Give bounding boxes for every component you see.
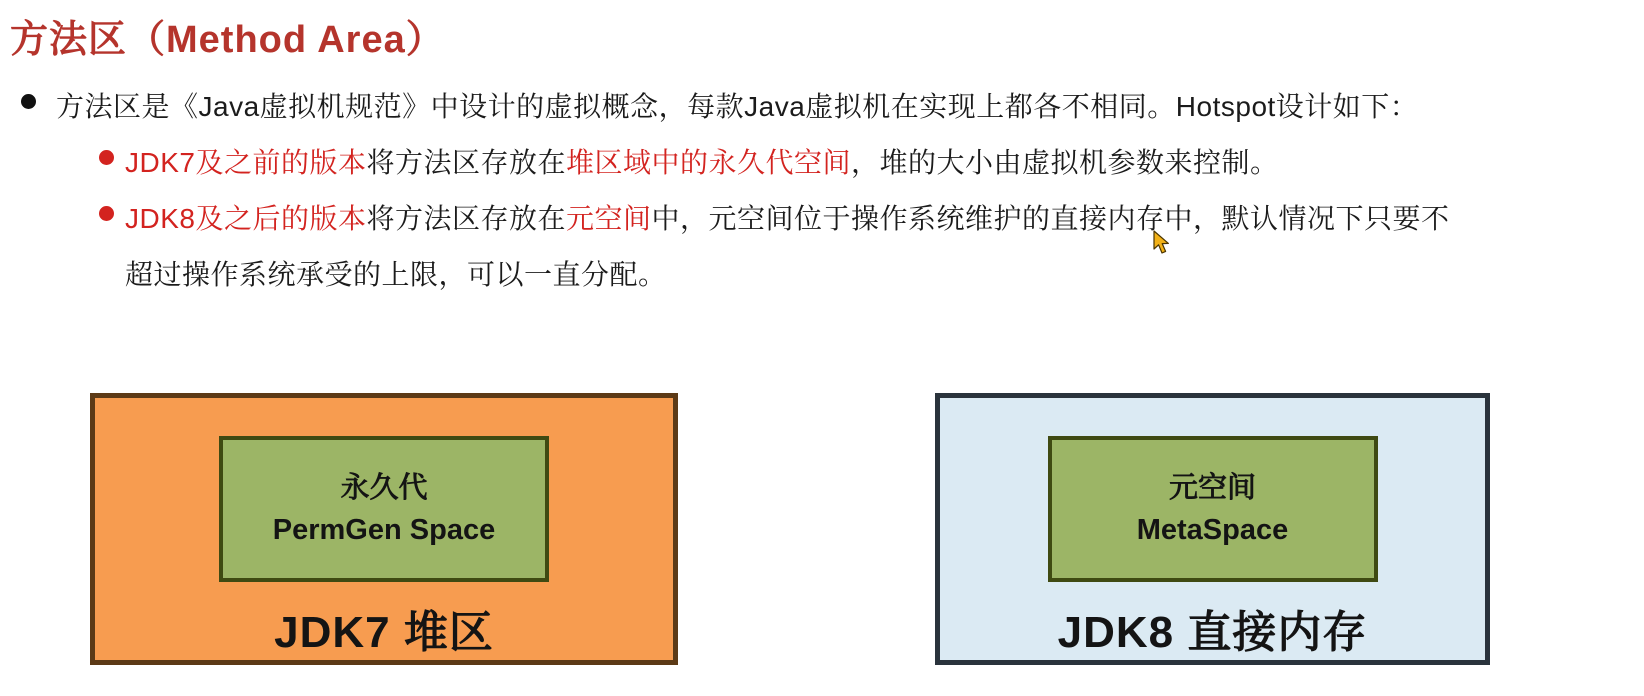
metaspace-box: [1048, 436, 1378, 582]
main-bullet-text: 方法区是《Java虚拟机规范》中设计的虚拟概念，每款Java虚拟机在实现上都各不相同。Hotspot设计如下：: [56, 91, 1419, 122]
permgen-label-cn: 永久代: [340, 471, 428, 504]
bullet-dot-main: [21, 94, 36, 109]
sub-bullet-jdk7: [125, 141, 1279, 181]
jdk8-box-label: JDK8 直接内存: [1057, 608, 1368, 657]
sub-bullet-jdk8-continuation: 超过操作系统承受的上限，可以一直分配。: [125, 259, 667, 290]
jdk7-heap-box: [90, 393, 678, 665]
text-segment: 元空间: [566, 203, 652, 234]
jdk7-box-label: JDK7 堆区: [274, 608, 494, 657]
text-segment: 将方法区存放在: [366, 147, 566, 178]
page-title: 方法区（Method Area）: [10, 19, 445, 61]
metaspace-label-en: MetaSpace: [1136, 514, 1289, 546]
permgen-label-en: PermGen Space: [272, 514, 496, 546]
text-segment: JDK8及之后的版本: [125, 203, 367, 234]
text-segment: JDK7及之前的版本: [125, 147, 367, 178]
permgen-box: [219, 436, 549, 582]
mouse-cursor-icon: [1150, 230, 1174, 256]
text-segment: 堆区域中的永久代空间: [566, 147, 852, 178]
text-segment: 中，元空间位于操作系统维护的直接内存中，默认情况下只要不: [651, 203, 1450, 234]
sub-bullet-jdk8: [125, 197, 1450, 237]
text-segment: ，堆的大小由虚拟机参数来控制。: [851, 147, 1279, 178]
metaspace-label-cn: 元空间: [1168, 471, 1256, 504]
bullet-dot-jdk7: [99, 150, 114, 165]
bullet-dot-jdk8: [99, 206, 114, 221]
text-segment: 将方法区存放在: [366, 203, 566, 234]
jdk8-direct-memory-box: [935, 393, 1490, 665]
